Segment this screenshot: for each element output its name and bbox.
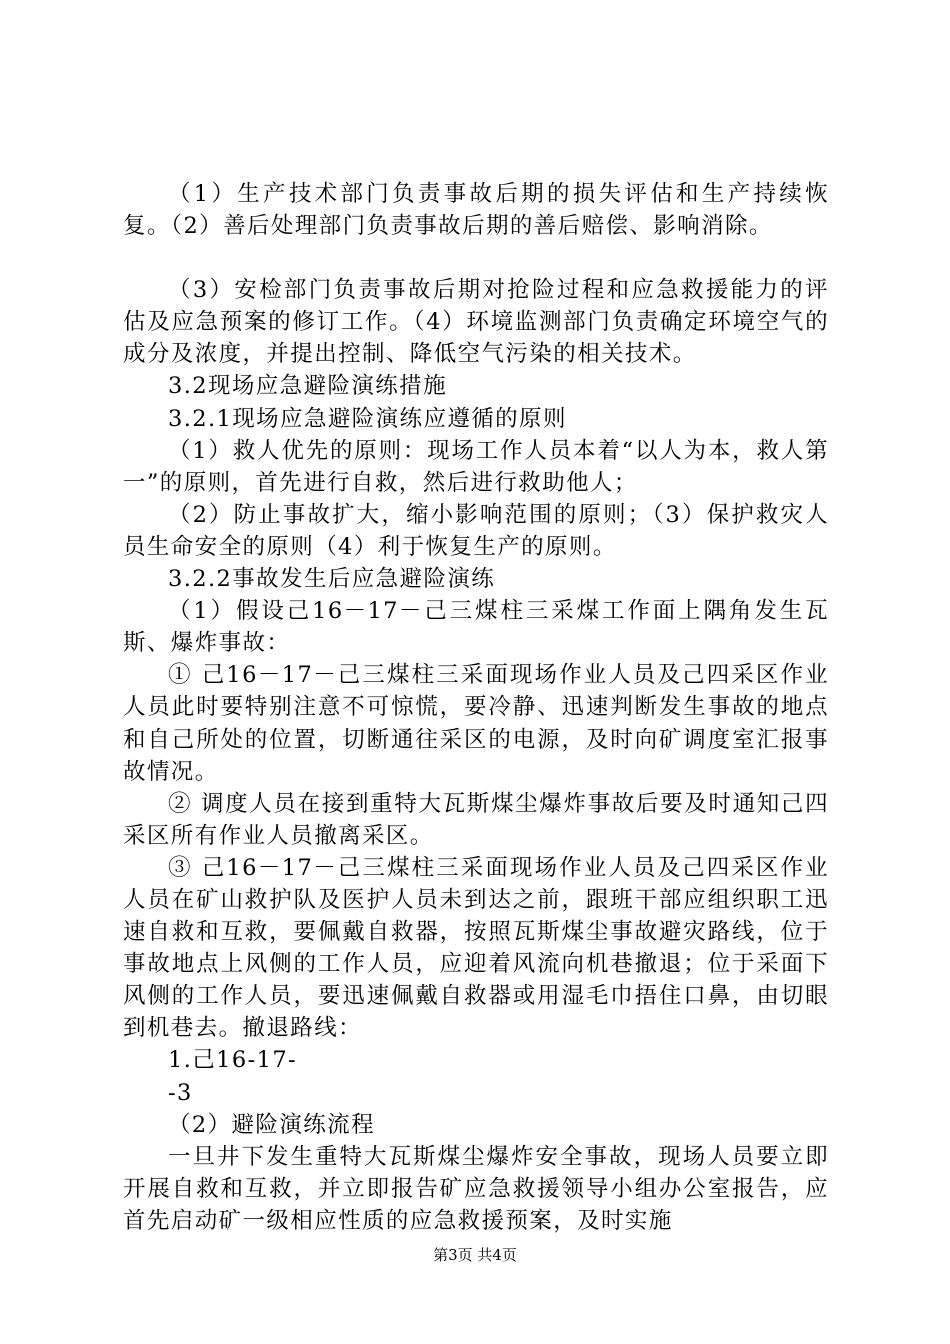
section-heading-3-2: 3.2现场应急避险演练措施: [168, 373, 447, 400]
paragraph-drill-flow-heading: （2）避险演练流程: [168, 1111, 375, 1138]
page-footer: 第3页 共4页: [433, 1246, 517, 1264]
paragraph-drill-flow: 一旦井下发生重特大瓦斯煤尘爆炸安全事故，现场人员要立即开展自救和互救，并立即报告矿应急救援领导小组办公室报告，应首先启动矿一级相应性质的应急救援预案，及时实施: [123, 1143, 829, 1234]
paragraph-2: （3）安检部门负责事故后期对抢险过程和应急救援能力的评估及应急预案的修订工作。（4）环境监测部门负责确定环境空气的成分及浓度，并提出控制、降低空气污染的相关技术。: [123, 277, 829, 368]
paragraph-principle-1: （1）救人优先的原则：现场工作人员本着“以人为本，救人第一”的原则，首先进行自救，然后进行救助他人；: [123, 437, 829, 496]
paragraph-1: （1）生产技术部门负责事故后期的损失评估和生产持续恢复。（2）善后处理部门负责事故后期的善后赔偿、影响消除。: [123, 181, 829, 240]
paragraph-assumption: （1）假设己16－17－己三煤柱三采煤工作面上隅角发生瓦斯、爆炸事故：: [123, 598, 829, 657]
paragraph-gap: [123, 242, 829, 274]
paragraph-principle-2-4: （2）防止事故扩大，缩小影响范围的原则；（3）保护救灾人员生命安全的原则（4）利于恢复生产的原则。: [123, 501, 829, 560]
paragraph-item-2: ② 调度人员在接到重特大瓦斯煤尘爆炸事故后要及时通知己四采区所有作业人员撤离采区。: [123, 790, 829, 849]
subsection-heading-3-2-2: 3.2.2事故发生后应急避险演练: [168, 566, 496, 593]
document-body: [123, 178, 829, 1237]
route-line-1: 1.己16-17-: [168, 1047, 298, 1074]
paragraph-item-1: ① 己16－17－己三煤柱三采面现场作业人员及己四采区作业人员此时要特别注意不可惊慌，要冷静、迅速判断发生事故的地点和自己所处的位置，切断通往采区的电源，及时向矿调度室汇报事故情况。: [123, 662, 829, 785]
route-line-2: -3: [168, 1079, 193, 1106]
paragraph-item-3: ③ 己16－17－己三煤柱三采面现场作业人员及己四采区作业人员在矿山救护队及医护人员未到达之前，跟班干部应组织职工迅速自救和互救，要佩戴自救器，按照瓦斯煤尘事故避灾路线，位于事故地点上风侧的工作人员，应迎着风流向机巷撤退；位于采面下风侧的工作人员，要迅速佩戴自救器或用湿毛巾捂住口鼻，由切眼到机巷去。撤退路线：: [123, 854, 829, 1042]
subsection-heading-3-2-1: 3.2.1现场应急避险演练应遵循的原则: [168, 405, 567, 432]
